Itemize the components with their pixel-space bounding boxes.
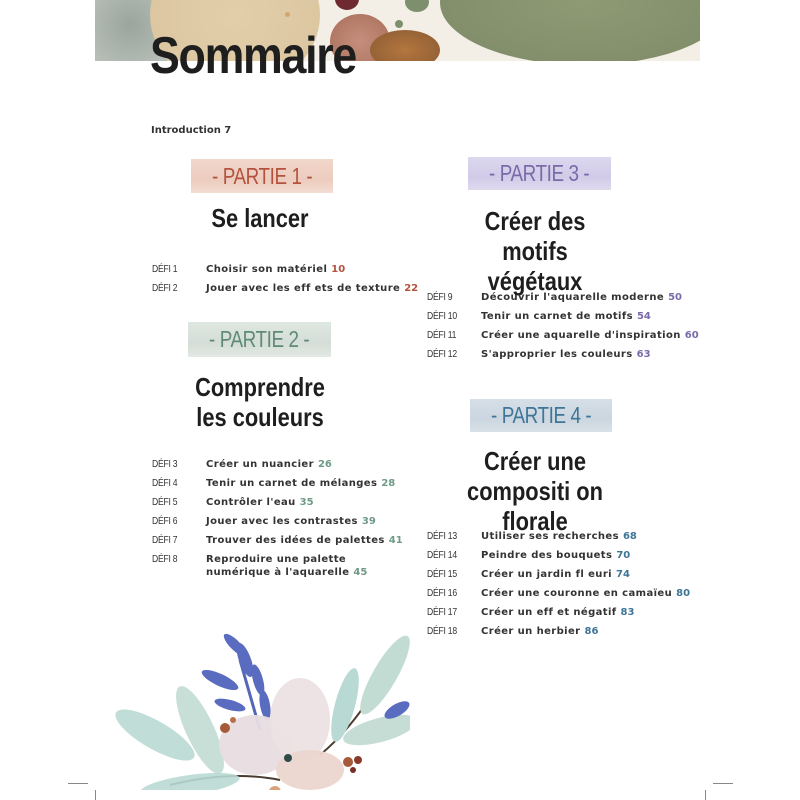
- defi-page: 35: [299, 497, 314, 508]
- defi-title: Créer un herbier: [481, 626, 581, 637]
- crop-mark: [68, 783, 88, 784]
- defi-page: 45: [353, 567, 368, 578]
- defi-page: 86: [584, 626, 599, 637]
- defi-number: DÉFI 16: [427, 587, 457, 599]
- defi-page: 60: [684, 330, 699, 341]
- defi-row: [427, 288, 699, 307]
- defi-row: [427, 326, 699, 345]
- defi-title: Découvrir l'aquarelle moderne: [481, 292, 665, 303]
- defi-page: 22: [404, 283, 419, 294]
- defi-title: Contrôler l'eau: [206, 497, 296, 508]
- defi-title: Créer un jardin fl euri: [481, 569, 612, 580]
- partie-4-tape-label: - PARTIE 4 -: [470, 399, 612, 432]
- defi-row: [152, 455, 403, 474]
- defi-row: [152, 493, 403, 512]
- defi-number: DÉFI 2: [152, 282, 178, 294]
- defi-page: 39: [361, 516, 376, 527]
- introduction-entry: Introduction 7: [151, 125, 232, 136]
- defi-number: DÉFI 3: [152, 458, 178, 470]
- heading-line: Créer des motifs: [484, 206, 586, 266]
- defi-row: [427, 345, 699, 364]
- defi-row: [427, 603, 690, 622]
- heading-line: végétaux: [487, 266, 583, 296]
- defi-page: 70: [616, 550, 631, 561]
- defi-title: S'approprier les couleurs: [481, 349, 633, 360]
- defi-number: DÉFI 14: [427, 549, 457, 561]
- defi-page: 50: [668, 292, 682, 303]
- partie-2-tape-label: - PARTIE 2 -: [188, 322, 331, 357]
- defi-row: [152, 279, 418, 298]
- partie-1-heading: [201, 203, 319, 233]
- defi-row: [427, 622, 690, 641]
- defi-title: Tenir un carnet de motifs: [481, 311, 633, 322]
- defi-title: Choisir son matériel: [206, 264, 328, 275]
- defi-title: Utiliser ses recherches: [481, 531, 619, 542]
- partie-4-defi-list: [427, 527, 690, 641]
- defi-number: DÉFI 8: [152, 553, 178, 565]
- defi-row: [152, 531, 403, 550]
- defi-number: DÉFI 1: [152, 263, 178, 275]
- defi-row: [152, 474, 403, 493]
- defi-title: Jouer avec les eff ets de texture: [206, 283, 401, 294]
- defi-page: 54: [636, 311, 651, 322]
- defi-row: [427, 527, 690, 546]
- partie-2-heading: [189, 372, 332, 432]
- defi-number: DÉFI 13: [427, 530, 457, 542]
- defi-title: Jouer avec les contrastes: [206, 516, 358, 527]
- defi-row: [152, 260, 418, 279]
- heading-line: Créer une: [484, 446, 586, 476]
- defi-row: [152, 553, 403, 579]
- defi-title: Tenir un carnet de mélanges: [206, 478, 378, 489]
- crop-mark: [705, 790, 706, 800]
- heading-line: compositi on florale: [467, 476, 603, 536]
- defi-row: [427, 565, 690, 584]
- defi-page: 83: [620, 607, 635, 618]
- defi-page: 74: [615, 569, 630, 580]
- defi-number: DÉFI 11: [427, 329, 457, 341]
- partie-3-defi-list: [427, 288, 699, 364]
- defi-number: DÉFI 7: [152, 534, 178, 546]
- defi-title: Créer un nuancier: [206, 459, 314, 470]
- crop-mark: [713, 783, 733, 784]
- heading-line: Se lancer: [211, 203, 309, 233]
- defi-number: DÉFI 18: [427, 625, 457, 637]
- defi-page: 41: [388, 535, 403, 546]
- defi-page: 63: [636, 349, 651, 360]
- defi-title: Trouver des idées de palettes: [206, 535, 385, 546]
- defi-title: Peindre des bouquets: [481, 550, 613, 561]
- defi-title: Créer un eff et négatif: [481, 607, 617, 618]
- defi-page: 28: [381, 478, 396, 489]
- defi-number: DÉFI 17: [427, 606, 457, 618]
- defi-row: [427, 307, 699, 326]
- defi-title: Créer une aquarelle d'inspiration: [481, 330, 681, 341]
- heading-line: Comprendre: [195, 372, 325, 402]
- defi-page: 10: [331, 264, 346, 275]
- defi-row: [427, 546, 690, 565]
- partie-3-tape-label: - PARTIE 3 -: [468, 157, 611, 190]
- defi-row: [427, 584, 690, 603]
- heading-line: les couleurs: [196, 402, 324, 432]
- defi-title: Créer une couronne en camaïeu: [481, 588, 673, 599]
- defi-page: 68: [622, 531, 637, 542]
- crop-mark: [95, 790, 96, 800]
- defi-title-line: numérique à l'aquarelle: [206, 567, 350, 578]
- defi-page: 26: [317, 459, 332, 470]
- partie-3-heading: [451, 206, 619, 296]
- partie-1-tape-label: - PARTIE 1 -: [191, 159, 333, 193]
- defi-number: DÉFI 15: [427, 568, 457, 580]
- floral-watercolor-illustration: [110, 620, 410, 790]
- defi-number: DÉFI 5: [152, 496, 178, 508]
- page-title: Sommaire: [150, 27, 356, 85]
- defi-title-line: Reproduire une palette: [206, 554, 347, 565]
- defi-number: DÉFI 4: [152, 477, 178, 489]
- defi-number: DÉFI 6: [152, 515, 178, 527]
- defi-number: DÉFI 12: [427, 348, 457, 360]
- defi-page: 80: [676, 588, 691, 599]
- defi-number: DÉFI 9: [427, 291, 453, 303]
- partie-1-defi-list: [152, 260, 418, 298]
- partie-2-defi-list: [152, 455, 403, 579]
- partie-4-heading: [434, 446, 636, 536]
- defi-number: DÉFI 10: [427, 310, 457, 322]
- defi-row: [152, 512, 403, 531]
